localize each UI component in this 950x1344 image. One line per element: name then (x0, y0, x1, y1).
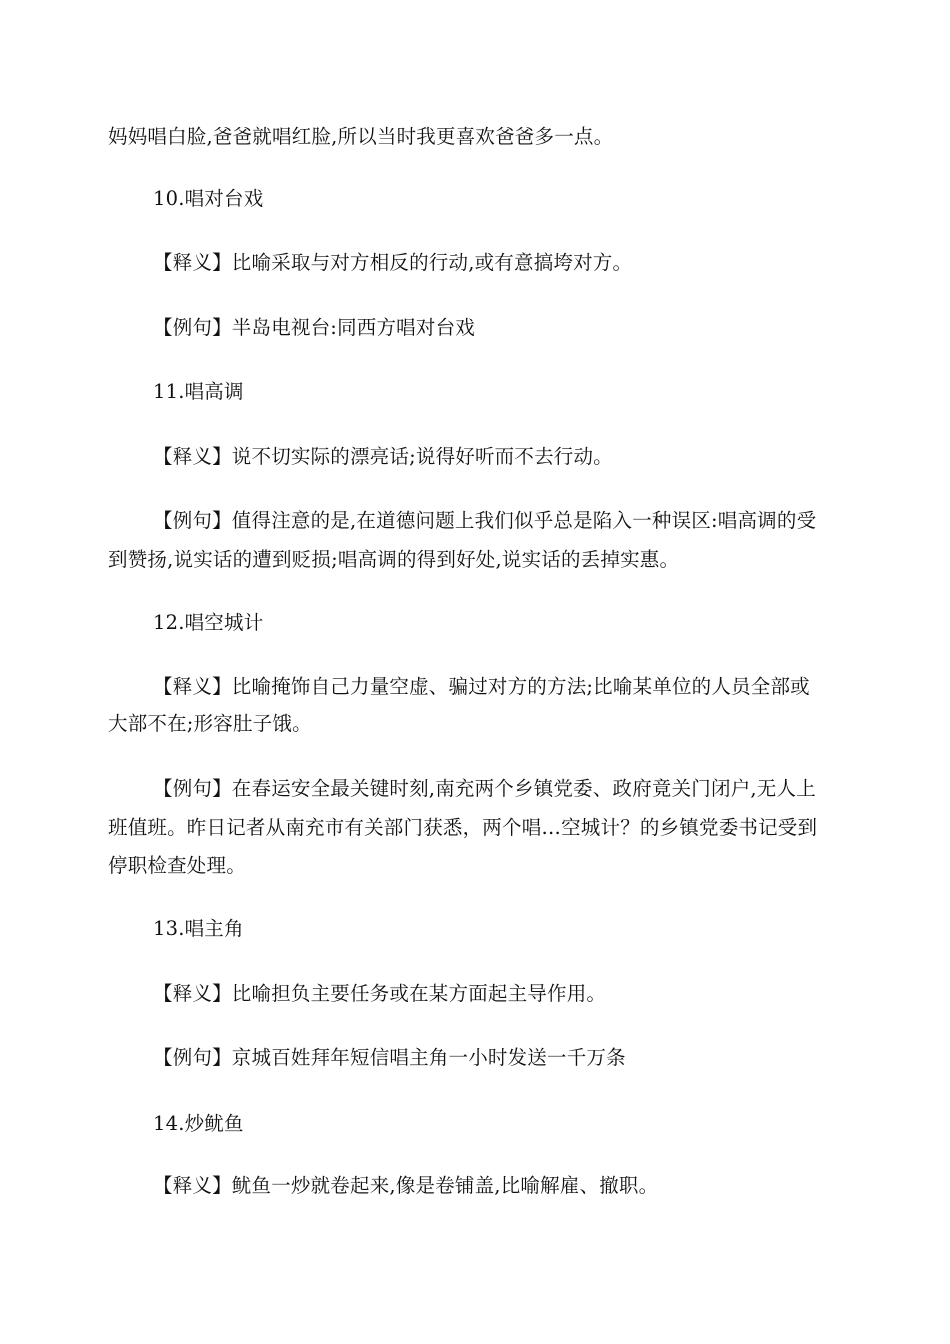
example-line: 【例句】京城百姓拜年短信唱主角一小时发送一千万条 (153, 1046, 626, 1069)
definition-line: 【释义】比喻掩饰自己力量空虚、骗过对方的方法;比喻某单位的人员全部或 (153, 675, 810, 698)
paragraph-line: 妈妈唱白脸,爸爸就唱红脸,所以当时我更喜欢爸爸多一点。 (108, 125, 614, 148)
definition-line: 【释义】比喻采取与对方相反的行动,或有意搞垮对方。 (153, 251, 633, 274)
example-line: 【例句】半岛电视台:同西方唱对台戏 (153, 316, 475, 339)
item-heading-14: 14.炒鱿鱼 (153, 1112, 244, 1135)
definition-line: 大部不在;形容肚子饿。 (108, 712, 312, 735)
item-heading-11: 11.唱高调 (153, 380, 244, 403)
example-line: 【例句】值得注意的是,在道德问题上我们似乎总是陷入一种误区:唱高调的受 (153, 509, 817, 532)
item-heading-13: 13.唱主角 (153, 917, 244, 940)
example-line: 停职检查处理。 (108, 854, 246, 877)
item-heading-10: 10.唱对台戏 (153, 187, 264, 210)
definition-line: 【释义】说不切实际的漂亮话;说得好听而不去行动。 (153, 445, 613, 468)
item-heading-12: 12.唱空城计 (153, 611, 264, 634)
definition-line: 【释义】比喻担负主要任务或在某方面起主导作用。 (153, 982, 607, 1005)
definition-line: 【释义】鱿鱼一炒就卷起来,像是卷铺盖,比喻解雇、撤职。 (153, 1174, 659, 1197)
example-line: 【例句】在春运安全最关键时刻,南充两个乡镇党委、政府竟关门闭户,无人上 (153, 777, 816, 800)
example-line: 班值班。昨日记者从南充市有关部门获悉，两个唱…空城计？的乡镇党委书记受到 (108, 816, 818, 839)
example-line: 到赞扬,说实话的遭到贬损;唱高调的得到好处,说实话的丢掉实惠。 (108, 548, 680, 571)
